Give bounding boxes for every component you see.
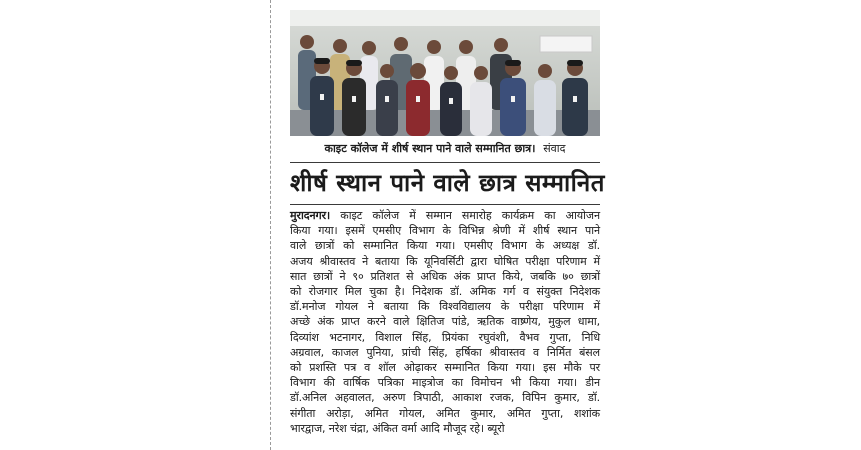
headline-top-rule — [290, 162, 600, 163]
article-line: को प्रशस्ति पत्र व शॉल ओढ़ाकर सम्मानित किया गया। इस मौके पर — [290, 361, 600, 375]
article-line: दिव्यांश भटनागर, विशाल सिंह, प्रियंका रघुवंशी, वैभव गुप्ता, निधि — [290, 330, 600, 344]
article-line: डॉ.अनिल अहवालत, अरुण त्रिपाठी, आकाश रजक, विपिन कुमार, डॉ. — [290, 391, 600, 405]
photo-caption — [290, 141, 600, 156]
article-body — [290, 208, 600, 436]
article-line: को रोजगार मिल चुका है। निदेशक डॉ. अमिक गर्ग व संयुक्त निदेशक — [290, 285, 600, 299]
article-line: सात छात्रों ने ९० प्रतिशत से अधिक अंक प्राप्त किये, जबकि ७० छात्रों — [290, 269, 600, 283]
article-line: किया गया। इसमें एमसीए विभाग के विभिन्न श्रेणी में शीर्ष स्थान पाने — [290, 224, 600, 238]
article-dateline: मुरादनगर। — [290, 209, 331, 222]
article-line: विभाग की वार्षिक पत्रिका माइत्रोज का विमोचन भी किया गया। डीन — [290, 376, 600, 390]
article-line: अग्रवाल, काजल पुनिया, प्रांची सिंह, हर्षिका श्रीवास्तव व निर्मित बंसल — [290, 345, 600, 359]
article-line — [290, 208, 600, 223]
group-photo-image — [290, 10, 600, 136]
clipping-cut-line — [270, 0, 271, 450]
article-line: संगीता अरोड़ा, अमित गोयल, अमित कुमार, अमित गुप्ता, शशांक — [290, 406, 600, 420]
article-line: डॉ.मनोज गोयल ने बताया कि विश्वविद्यालय के परीक्षा परिणाम में — [290, 300, 600, 314]
article-line: भारद्वाज, नरेश चंद्रा, अंकित वर्मा आदि मौजूद रहे। ब्यूरो — [290, 421, 505, 435]
article-line: वाले छात्रों को सम्मानित किया गया। एमसीए विभाग के अध्यक्ष डॉ. — [290, 239, 600, 253]
caption-credit: संवाद — [543, 142, 566, 155]
article-headline: शीर्ष स्थान पाने वाले छात्र सम्मानित — [290, 169, 605, 197]
caption-text: काइट कॉलेज में शीर्ष स्थान पाने वाले सम्मानित छात्र। — [324, 142, 536, 155]
article-line: अच्छे अंक प्राप्त करने वाले क्षितिज पांडे, ऋतिक वाष्र्णेय, मुकुल धामा, — [290, 315, 600, 329]
article-line: अजय श्रीवास्तव ने बताया कि यूनिवर्सिटी द्वारा घोषित परीक्षा परिणाम में — [290, 254, 600, 268]
headline-bottom-rule — [290, 204, 600, 205]
article-line-text: काइट कॉलेज में सम्मान समारोह कार्यक्रम का आयोजन — [340, 209, 600, 222]
group-photo — [290, 10, 600, 136]
